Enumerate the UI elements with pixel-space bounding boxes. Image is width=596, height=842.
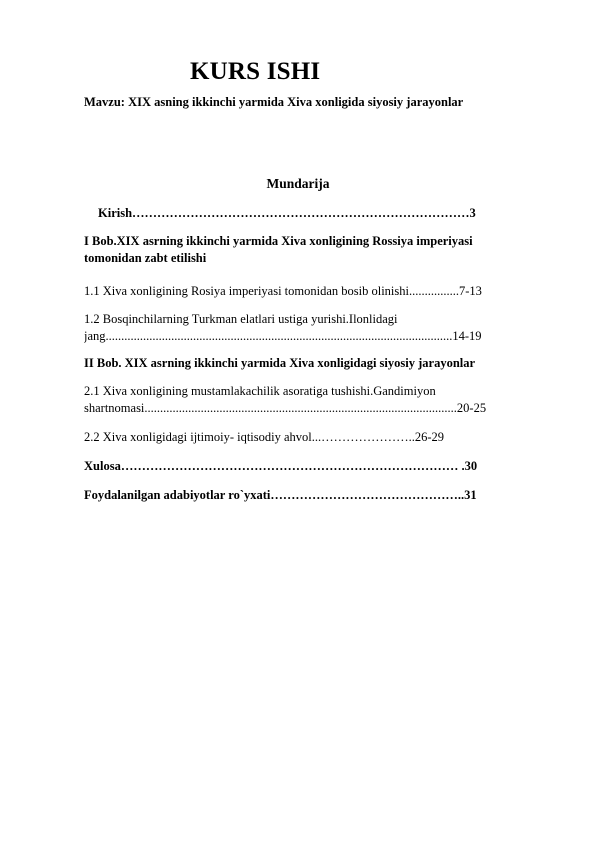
toc-entry-line: Foydalanilgan adabiyotlar ro`yxati………………………………………..31 — [84, 488, 477, 502]
document-title: KURS ISHI — [190, 58, 321, 85]
toc-entry-line: Kirish………………………………………………………………………3 — [98, 206, 476, 220]
toc-entry-line: I Bob.XIX asrning ikkinchi yarmida Xiva xonligining Rossiya imperiyasi — [84, 234, 473, 248]
toc-entry-2-2 — [84, 429, 530, 446]
toc-entry-line: 1.1 Xiva xonligining Rosiya imperiyasi tomonidan bosib olinishi................7-13 — [84, 284, 482, 298]
toc-entry-line: shartnomasi....................................................................................................20-25 — [84, 401, 487, 415]
toc-entry-line: 2.1 Xiva xonligining mustamlakachilik asoratiga tushishi.Gandimiyon — [84, 384, 436, 398]
toc-entry-references — [84, 487, 530, 504]
toc-entry-conclusion — [84, 458, 530, 475]
toc-entry-intro — [84, 205, 544, 222]
toc-entry-line: jang...............................................................................................................14-19 — [84, 329, 482, 343]
toc-heading: Mundarija — [266, 176, 330, 191]
toc-entry-line: Xulosa……………………………………………………………………… .30 — [84, 459, 478, 473]
toc-entry-line: II Bob. XIX asrning ikkinchi yarmida Xiva xonligidagi siyosiy jarayonlar — [84, 356, 476, 370]
toc-entry-1-1 — [84, 283, 530, 300]
toc-entry-1-2 — [84, 311, 530, 345]
toc-entry-chapter-1 — [84, 233, 530, 267]
toc-entry-line: 2.2 Xiva xonligidagi ijtimoiy- iqtisodiy ahvol...…………………..26-29 — [84, 430, 445, 444]
toc-entry-line: tomonidan zabt etilishi — [84, 251, 207, 265]
toc-entry-line: 1.2 Bosqinchilarning Turkman elatlari ustiga yurishi.Ilonlidagi — [84, 312, 398, 326]
document-subject: Mavzu: XIX asning ikkinchi yarmida Xiva xonligida siyosiy jarayonlar — [84, 95, 464, 109]
toc-entry-2-1 — [84, 383, 530, 417]
toc-entry-chapter-2 — [84, 355, 530, 372]
